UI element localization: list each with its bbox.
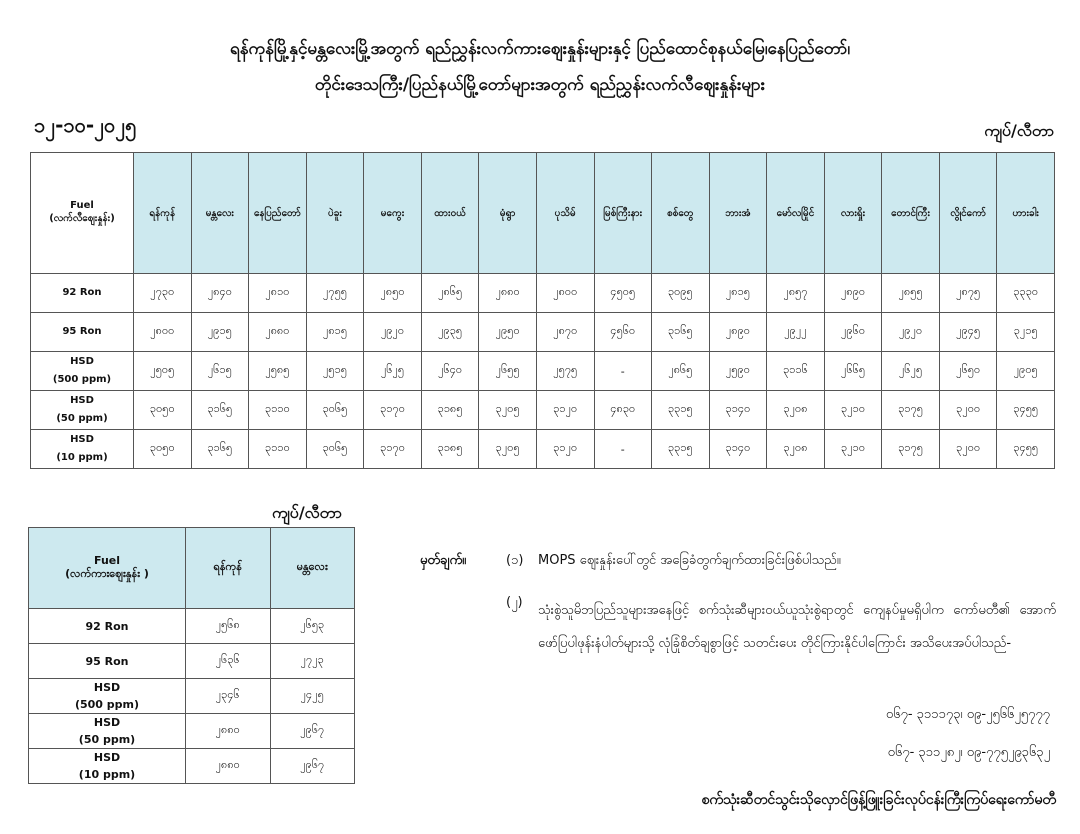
- wholesale-header-row: [29, 528, 355, 609]
- price-cell: ၃၀၅၀: [134, 430, 192, 469]
- fuel-grade-label: (500 ppm): [52, 374, 112, 385]
- price-cell: ၂၉၆၇: [270, 714, 355, 749]
- fuel-type-cell: [31, 391, 134, 430]
- price-cell: ၂၆၄၀: [421, 352, 479, 391]
- wholesale-unit-label: ကျပ်/လီတာ: [272, 503, 342, 522]
- city-header: ပုသိမ်: [536, 153, 594, 274]
- fuel-header-title: Fuel: [70, 200, 94, 211]
- price-cell: ၂၈၉၀: [824, 274, 882, 313]
- city-header: ရန်ကုန်: [134, 153, 192, 274]
- table-row: [31, 430, 1055, 469]
- price-cell: ၂၉၆၇: [270, 749, 355, 784]
- price-cell: ၃၀၅၀: [134, 391, 192, 430]
- price-cell: ၂၄၂၅: [270, 679, 355, 714]
- price-cell: ၃၂၁၀: [824, 430, 882, 469]
- city-header: စစ်တွေ: [652, 153, 710, 274]
- city-header: လွိုင်ကော်: [939, 153, 997, 274]
- price-cell: ၂၈၁၀: [249, 274, 307, 313]
- price-cell: -: [594, 352, 652, 391]
- retail-header-row: [31, 153, 1055, 274]
- fuel-grade-label: (50 ppm): [56, 413, 108, 424]
- phone-numbers-1: ၀၆၇- ၃၁၁၁၇၃၊ ၀၉-၂၅၆၆၂၅၇၇၇: [885, 707, 1050, 722]
- fuel-header-subtitle: (လက်ကားဈေးနှုန်း ): [65, 566, 149, 580]
- price-cell: ၂၆၅၅: [479, 352, 537, 391]
- price-cell: ၂၈၅၇: [767, 274, 825, 313]
- fuel-type-cell: [29, 679, 186, 714]
- price-cell: ၂၇၅၅: [306, 274, 364, 313]
- price-cell: ၃၃၁၅: [652, 430, 710, 469]
- city-header: တောင်ကြီး: [882, 153, 940, 274]
- table-row: [29, 609, 355, 644]
- price-cell: ၂၈၅၅: [882, 274, 940, 313]
- price-cell: ၄၅၆၀: [594, 313, 652, 352]
- price-cell: ၂၉၆၀: [824, 313, 882, 352]
- retail-price-table: [30, 152, 1055, 469]
- price-cell: ၂၈၁၅: [709, 274, 767, 313]
- fuel-type-cell: [31, 430, 134, 469]
- price-cell: ၂၈၈၀: [186, 749, 271, 784]
- price-cell: ၂၃၄၆: [186, 679, 271, 714]
- price-cell: ၃၁၆၅: [191, 391, 249, 430]
- price-cell: ၂၇၃၀: [134, 274, 192, 313]
- price-cell: ၂၈၉၀: [709, 313, 767, 352]
- price-cell: ၂၆၃၆: [186, 644, 271, 679]
- price-cell: ၂၆၅၀: [939, 352, 997, 391]
- city-header: မန္တလေး: [191, 153, 249, 274]
- unit-label: ကျပ်/လီတာ: [984, 121, 1054, 140]
- fuel-grade-label: (10 ppm): [56, 452, 108, 463]
- price-cell: ၃၁၂၀: [536, 430, 594, 469]
- price-cell: ၃၀၉၅: [652, 274, 710, 313]
- committee-name: စက်သုံးဆီတင်သွင်းသိုလှောင်ဖြန့်ဖြူးခြင်းလုပ်ငန်းကြီးကြပ်ရေးကော်မတီ: [701, 792, 1056, 808]
- price-cell: ၃၂၀၅: [479, 430, 537, 469]
- price-cell: ၃၁၁၆: [767, 352, 825, 391]
- price-cell: ၃၁၇၅: [882, 430, 940, 469]
- price-cell: ၄၅၀၅: [594, 274, 652, 313]
- price-cell: ၃၀၆၅: [306, 391, 364, 430]
- price-cell: ၃၁၁၀: [249, 430, 307, 469]
- price-cell: ၃၁၁၀: [249, 391, 307, 430]
- fuel-header: [29, 528, 186, 609]
- price-cell: ၃၂၀၅: [479, 391, 537, 430]
- price-cell: ၂၆၁၅: [191, 352, 249, 391]
- fuel-type-cell: [29, 749, 186, 784]
- price-cell: ၃၁၇၅: [882, 391, 940, 430]
- table-row: [29, 679, 355, 714]
- price-cell: ၃၂၁၅: [997, 313, 1055, 352]
- price-cell: ၂၅၀၅: [134, 352, 192, 391]
- fuel-grade-label: (500 ppm): [74, 698, 140, 711]
- city-header: လားရှိုး: [824, 153, 882, 274]
- price-cell: ၂၈၇၅: [939, 274, 997, 313]
- price-cell: ၃၂၁၀: [824, 391, 882, 430]
- price-cell: ၂၅၆၈: [186, 609, 271, 644]
- fuel-type-label: HSD: [93, 716, 121, 729]
- price-cell: ၂၅၇၅: [536, 352, 594, 391]
- price-cell: ၂၈၁၅: [306, 313, 364, 352]
- note-2-number: (၂): [506, 595, 523, 610]
- city-header: ဟားခါး: [997, 153, 1055, 274]
- price-cell: ၂၆၅၃: [270, 609, 355, 644]
- price-cell: ၂၈၀၀: [536, 274, 594, 313]
- price-cell: ၂၅၉၀: [709, 352, 767, 391]
- price-cell: ၂၈၆၅: [421, 274, 479, 313]
- price-cell: ၂၈၈၀: [249, 313, 307, 352]
- price-cell: -: [594, 430, 652, 469]
- table-row: [31, 391, 1055, 430]
- price-cell: ၃၂၀၈: [767, 391, 825, 430]
- fuel-header-title: Fuel: [93, 553, 121, 567]
- table-row: [29, 714, 355, 749]
- note-1-text: MOPS ဈေးနှုန်းပေါ်တွင် အခြေခံတွက်ချက်ထားခြင်းဖြစ်ပါသည်။: [538, 553, 841, 568]
- price-cell: ၂၈၀၀: [134, 313, 192, 352]
- price-cell: ၂၅၁၅: [306, 352, 364, 391]
- price-cell: ၃၁၆၅: [652, 313, 710, 352]
- fuel-grade-label: (10 ppm): [78, 768, 136, 781]
- fuel-type-label: 95 Ron: [62, 326, 102, 337]
- table-row: [29, 644, 355, 679]
- price-cell: ၃၀၆၅: [306, 430, 364, 469]
- fuel-header: [31, 153, 134, 274]
- phone-numbers-2: ၀၆၇- ၃၁၁၂၈၂၊ ၀၉-၇၇၅၂၉၃၆၃၂: [887, 745, 1050, 760]
- fuel-type-label: HSD: [70, 434, 94, 445]
- date-label: ၁၂-၁၀-၂၀၂၅: [34, 113, 137, 137]
- price-cell: ၂၈၈၀: [479, 274, 537, 313]
- table-row: [29, 749, 355, 784]
- price-cell: ၂၈၇၀: [536, 313, 594, 352]
- fuel-type-label: HSD: [93, 751, 121, 764]
- table-row: [31, 352, 1055, 391]
- price-cell: ၂၆၂၅: [364, 352, 422, 391]
- price-cell: ၃၁၆၅: [191, 430, 249, 469]
- price-cell: ၄၈၃၀: [594, 391, 652, 430]
- price-cell: ၂၉၄၅: [939, 313, 997, 352]
- note-1-number: (၁): [506, 553, 524, 568]
- city-header: ဘားအံ: [709, 153, 767, 274]
- price-cell: ၃၁၂၀: [536, 391, 594, 430]
- fuel-type-cell: [29, 644, 186, 679]
- price-cell: ၂၈၅၀: [364, 274, 422, 313]
- title-line-1: ရန်ကုန်မြို့နှင့်မန္တလေးမြို့အတွက် ရည်ညွှန်းလက်ကားဈေးနှုန်းများနှင့် ပြည်ထောင်စုနယ်မြေ၊နေပြည်တော်၊: [229, 39, 851, 59]
- fuel-type-cell: [31, 274, 134, 313]
- price-cell: ၃၁၇၀: [364, 391, 422, 430]
- price-cell: ၃၄၅၅: [997, 391, 1055, 430]
- price-cell: ၃၂၀၀: [939, 430, 997, 469]
- fuel-type-cell: [31, 313, 134, 352]
- price-cell: ၂၈၈၀: [186, 714, 271, 749]
- city-header: မြစ်ကြီးနား: [594, 153, 652, 274]
- price-cell: ၃၃၃၀: [997, 274, 1055, 313]
- price-cell: ၃၁၄၀: [709, 391, 767, 430]
- fuel-type-label: HSD: [93, 681, 121, 694]
- city-header: မန္တလေး: [270, 528, 355, 609]
- fuel-type-label: 92 Ron: [85, 619, 129, 633]
- fuel-header-subtitle: (လက်လီဈေးနှုန်း): [49, 213, 115, 224]
- city-header: ထားဝယ်: [421, 153, 479, 274]
- price-cell: ၂၈၄၀: [191, 274, 249, 313]
- title-line-2: တိုင်းဒေသကြီး/ပြည်နယ်မြို့တော်များအတွက် ရည်ညွှန်းလက်လီဈေးနှုန်းများ: [314, 75, 766, 95]
- price-cell: ၂၉၀၅: [997, 352, 1055, 391]
- price-cell: ၃၁၄၀: [709, 430, 767, 469]
- fuel-type-cell: [31, 352, 134, 391]
- price-cell: ၂၉၁၅: [191, 313, 249, 352]
- price-cell: ၃၁၈၅: [421, 391, 479, 430]
- notes-heading: မှတ်ချက်။: [420, 553, 467, 568]
- city-header: ရန်ကုန်: [186, 528, 271, 609]
- price-cell: ၃၁၇၀: [364, 430, 422, 469]
- price-cell: ၃၄၅၅: [997, 430, 1055, 469]
- price-cell: ၂၈၆၅: [652, 352, 710, 391]
- city-header: နေပြည်တော်: [249, 153, 307, 274]
- fuel-grade-label: (50 ppm): [78, 733, 136, 746]
- price-cell: ၃၂၀၀: [939, 391, 997, 430]
- wholesale-price-table: [28, 527, 355, 784]
- table-row: [31, 313, 1055, 352]
- note-2-text: သုံးစွဲသူမိဘပြည်သူများအနေဖြင့် စက်သုံးဆီများဝယ်ယူသုံးစွဲရာတွင် ကျေနပ်မှုမရှိပါက ကော်မတီ၏ အောက်ဖော်ပြပါဖုန်းနံပါတ်များသို့ လုံခြုံစိတ်ချစွာဖြင့် သတင်းပေး တိုင်ကြားနိုင်ပါကြောင်း အသိပေးအပ်ပါသည်-: [538, 603, 1056, 651]
- fuel-type-label: HSD: [70, 395, 94, 406]
- fuel-type-label: 95 Ron: [85, 654, 129, 668]
- fuel-type-label: HSD: [70, 356, 94, 367]
- table-row: [31, 274, 1055, 313]
- price-cell: ၂၇၂၃: [270, 644, 355, 679]
- city-header: မကွေး: [364, 153, 422, 274]
- fuel-type-cell: [29, 714, 186, 749]
- city-header: ပဲခူး: [306, 153, 364, 274]
- price-cell: ၃၃၁၅: [652, 391, 710, 430]
- price-cell: ၂၉၂၀: [364, 313, 422, 352]
- price-cell: ၂၉၂၂: [767, 313, 825, 352]
- price-cell: ၂၉၂၀: [882, 313, 940, 352]
- price-cell: ၂၅၈၅: [249, 352, 307, 391]
- fuel-type-label: 92 Ron: [62, 287, 102, 298]
- price-cell: ၂၆၂၅: [882, 352, 940, 391]
- city-header: မုံရွာ: [479, 153, 537, 274]
- fuel-type-cell: [29, 609, 186, 644]
- price-cell: ၃၂၀၈: [767, 430, 825, 469]
- price-cell: ၂၉၃၅: [421, 313, 479, 352]
- price-cell: ၂၉၅၀: [479, 313, 537, 352]
- price-cell: ၃၁၈၅: [421, 430, 479, 469]
- city-header: မော်လမြိုင်: [767, 153, 825, 274]
- price-cell: ၂၆၆၅: [824, 352, 882, 391]
